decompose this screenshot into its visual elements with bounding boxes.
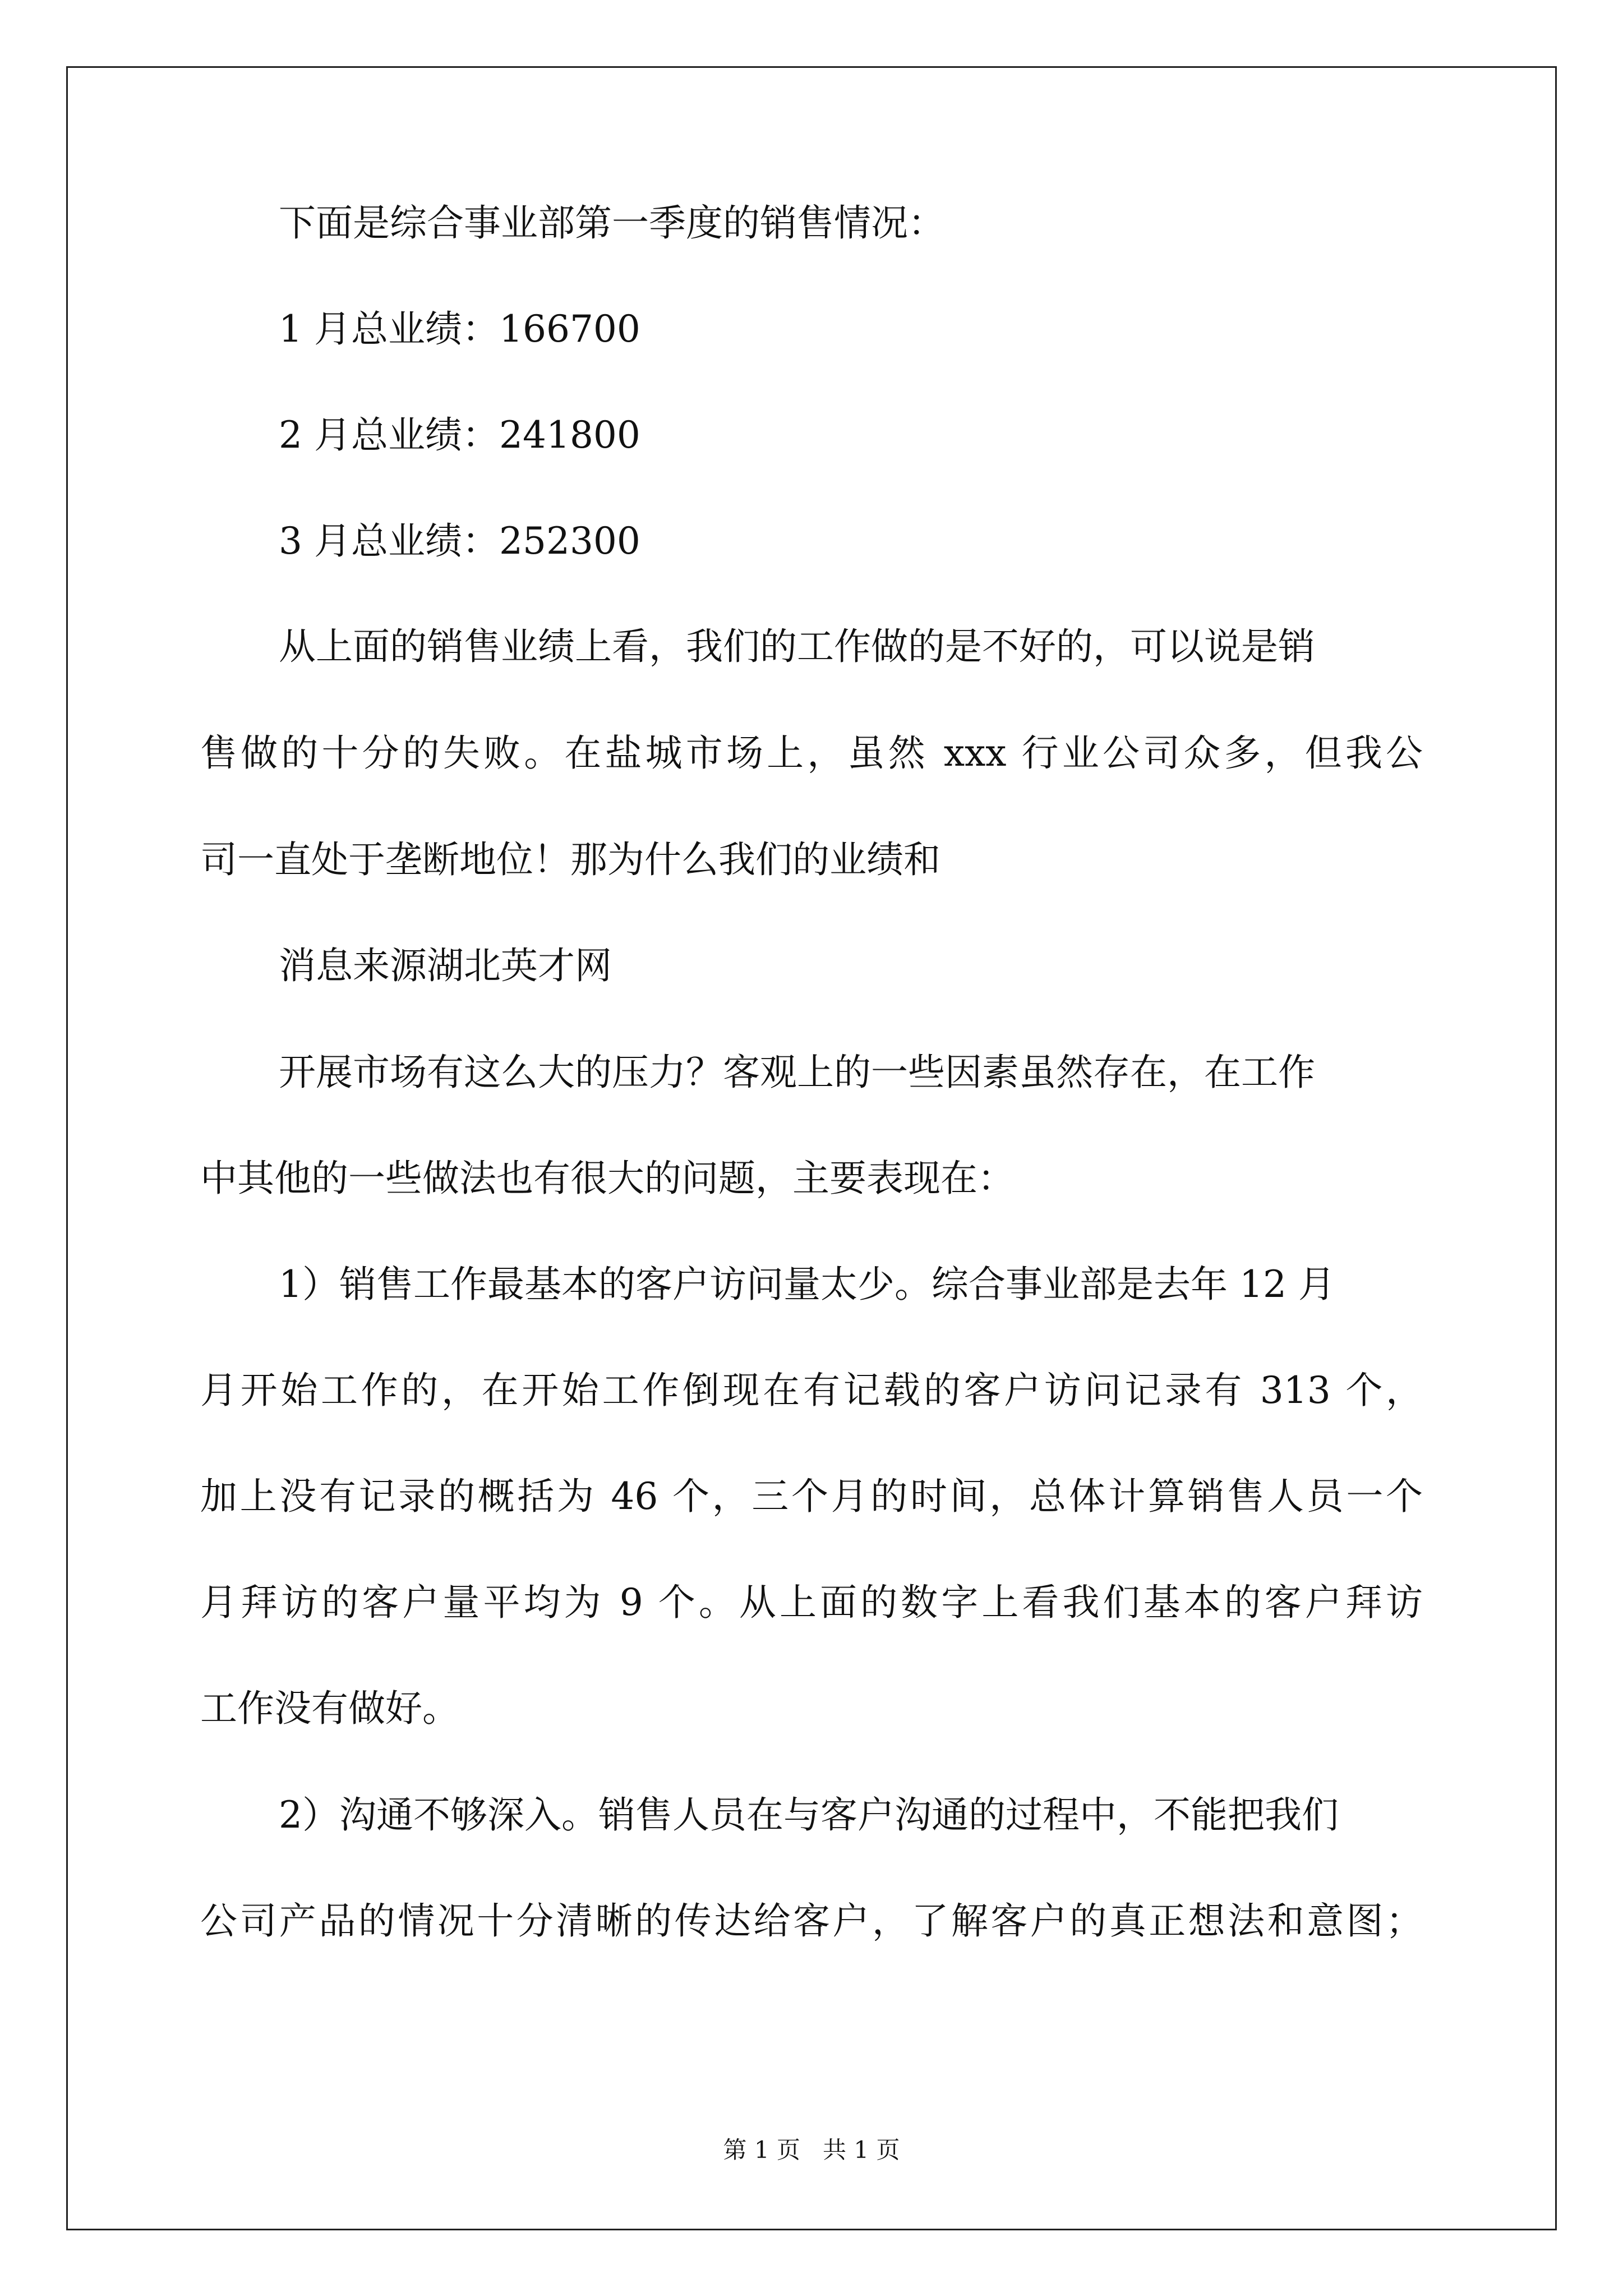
- page-footer: 第 1 页 共 1 页: [723, 2136, 900, 2164]
- text-line: 2）沟通不够深入。销售人员在与客户沟通的过程中，不能把我们: [279, 1793, 1339, 1837]
- text-line: 月开始工作的，在开始工作倒现在有记载的客户访问记录有 313 个，: [200, 1369, 1423, 1412]
- text-line: 司一直处于垄断地位！那为什么我们的业绩和: [200, 838, 940, 881]
- text-line: 中其他的一些做法也有很大的问题，主要表现在：: [200, 1157, 1015, 1200]
- text-line: 公司产品的情况十分清晰的传达给客户，了解客户的真正想法和意图；: [200, 1899, 1423, 1943]
- text-line: 从上面的销售业绩上看，我们的工作做的是不好的，可以说是销: [279, 625, 1315, 668]
- text-line: 消息来源湖北英才网: [279, 944, 612, 987]
- text-line: 工作没有做好。: [200, 1687, 459, 1730]
- text-line: 开展市场有这么大的压力？客观上的一些因素虽然存在，在工作: [279, 1051, 1315, 1094]
- text-line: 2 月总业绩：241800: [279, 413, 640, 457]
- text-line: 下面是综合事业部第一季度的销售情况：: [279, 201, 945, 245]
- text-line: 售做的十分的失败。在盐城市场上，虽然 xxx 行业公司众多，但我公: [200, 731, 1423, 775]
- text-line: 3 月总业绩：252300: [279, 519, 640, 563]
- text-line: 月拜访的客户量平均为 9 个。从上面的数字上看我们基本的客户拜访: [200, 1581, 1423, 1624]
- text-line: 加上没有记录的概括为 46 个，三个月的时间，总体计算销售人员一个: [200, 1475, 1423, 1518]
- text-line: 1）销售工作最基本的客户访问量太少。综合事业部是去年 12 月: [279, 1263, 1335, 1306]
- text-line: 1 月总业绩：166700: [279, 307, 640, 351]
